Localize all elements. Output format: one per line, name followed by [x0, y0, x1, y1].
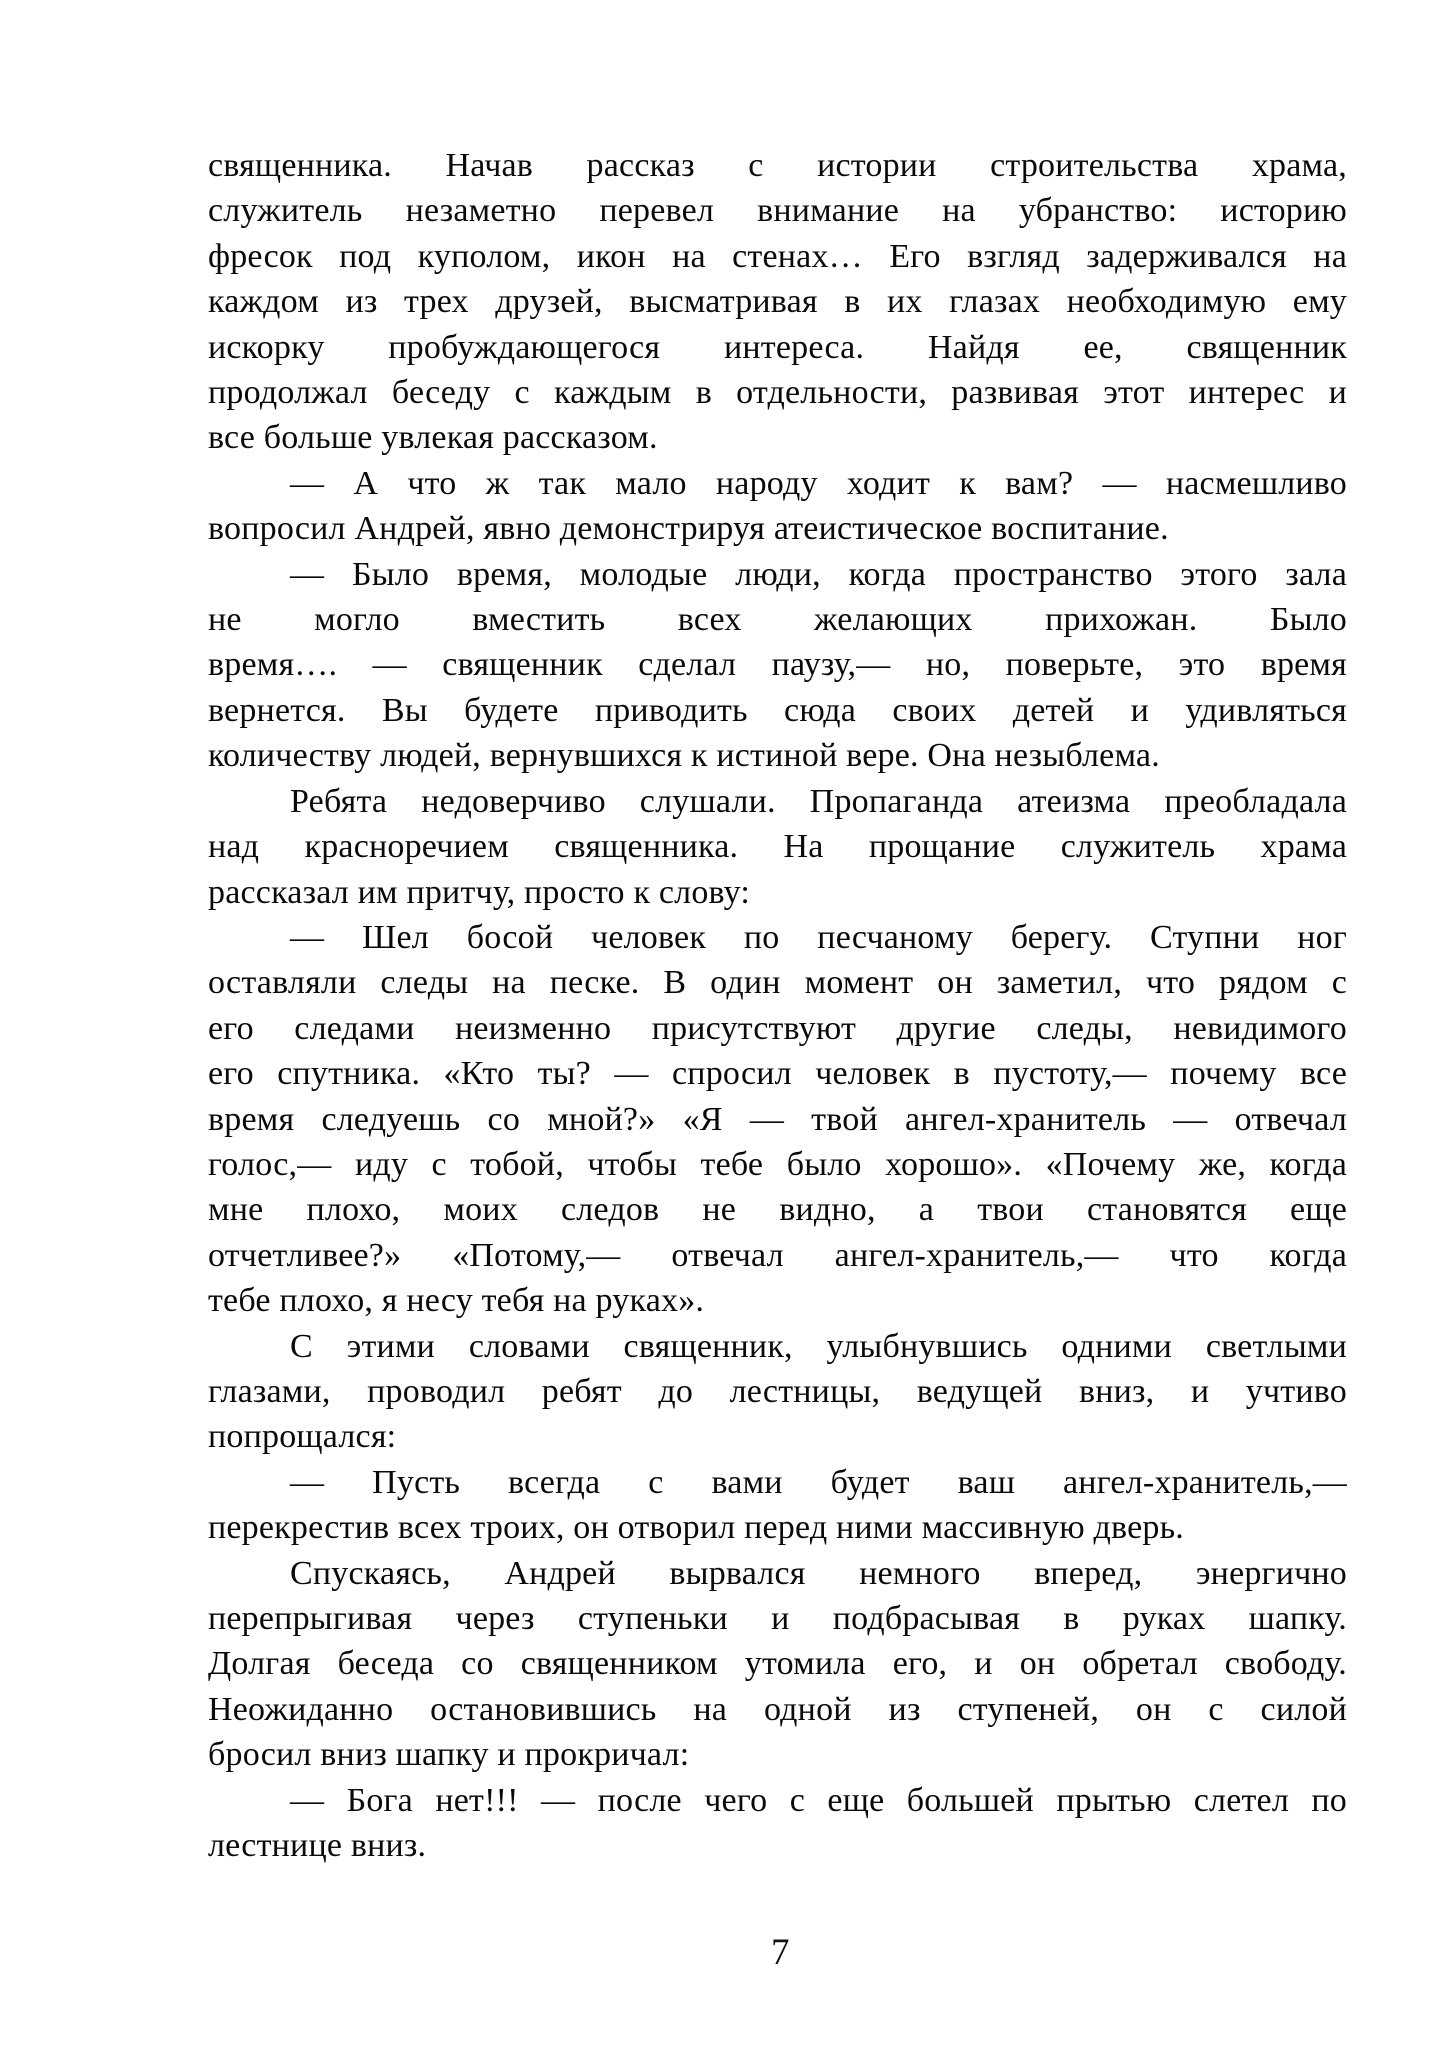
text-line: его спутника. «Кто ты? — спросил человек в пустоту,— почему все [208, 1055, 1347, 1093]
text-line: перепрыгивая через ступеньки и подбрасывая в руках шапку. [208, 1600, 1347, 1637]
text-line: не могло вместить всех желающих прихожан. Было [208, 601, 1347, 639]
paragraph [208, 461, 1347, 552]
text-line: — Бога нет!!! — после чего с еще большей прытью слетел по [290, 1781, 1347, 1819]
text-line: время следуешь со мной?» «Я — твой ангел-хранитель — отвечал [208, 1100, 1347, 1138]
paragraph [208, 779, 1347, 915]
text-line: священника. Начав рассказ с истории строительства храма, [208, 147, 1347, 184]
text-line: отчетливее?» «Потому,— отвечал ангел-хранитель,— что когда [208, 1236, 1347, 1274]
text-line: каждом из трех друзей, высматривая в их глазах необходимую ему [208, 283, 1347, 321]
text-line: Ребята недоверчиво слушали. Пропаганда атеизма преобладала [290, 782, 1347, 820]
page-number: 7 [771, 1932, 790, 1973]
text-line: рассказал им притчу, просто к слову: [208, 873, 751, 911]
text-line: — Шел босой человек по песчаному берегу. Ступни ног [290, 918, 1347, 956]
paragraph [208, 1460, 1347, 1551]
text-line: продолжал беседу с каждым в отдельности, развивая этот интерес и [208, 374, 1347, 412]
text-line: количеству людей, вернувшихся к истиной вере. Она незыблема. [208, 737, 1160, 775]
text-line: мне плохо, моих следов не видно, а твои становятся еще [208, 1191, 1347, 1229]
text-line: лестнице вниз. [208, 1827, 427, 1865]
paragraph [208, 1551, 1347, 1778]
text-line: перекрестив всех троих, он отворил перед ними массивную дверь. [208, 1509, 1184, 1547]
text-line: искорку пробуждающегося интереса. Найдя ее, священник [208, 328, 1347, 366]
text-line: Долгая беседа со священником утомила его, и он обретал свободу. [208, 1645, 1347, 1683]
text-line: Неожиданно остановившись на одной из ступеней, он с силой [208, 1690, 1347, 1728]
text-line: голос,— иду с тобой, чтобы тебе было хорошо». «Почему же, когда [208, 1145, 1347, 1183]
text-line: фресок под куполом, икон на стенах… Его взгляд задерживался на [208, 237, 1347, 275]
text-line: — Пусть всегда с вами будет ваш ангел-хранитель,— [290, 1463, 1347, 1501]
text-line: оставляли следы на песке. В один момент он заметил, что рядом с [208, 964, 1347, 1002]
text-line: — Было время, молодые люди, когда пространство этого зала [290, 555, 1347, 593]
text-line: глазами, проводил ребят до лестницы, ведущей вниз, и учтиво [208, 1372, 1347, 1410]
text-line: его следами неизменно присутствуют другие следы, невидимого [208, 1009, 1347, 1047]
text-line: Спускаясь, Андрей вырвался немного вперед, энергично [290, 1554, 1347, 1592]
text-line: тебе плохо, я несу тебя на руках». [208, 1282, 705, 1320]
text-line: все больше увлекая рассказом. [208, 419, 658, 457]
text-line: вернется. Вы будете приводить сюда своих детей и удивляться [208, 691, 1347, 729]
paragraph [208, 1324, 1347, 1460]
text-line: С этими словами священник, улыбнувшись одними светлыми [290, 1327, 1347, 1365]
text-block [208, 143, 1347, 1868]
paragraph [208, 1778, 1347, 1869]
paragraph [208, 915, 1347, 1324]
text-line: — А что ж так мало народу ходит к вам? — насмешливо [290, 464, 1347, 502]
text-line: время…. — священник сделал паузу,— но, поверьте, это время [208, 646, 1347, 684]
text-line: бросил вниз шапку и прокричал: [208, 1736, 690, 1774]
paragraph [208, 552, 1347, 779]
text-line: вопросил Андрей, явно демонстрируя атеистическое воспитание. [208, 510, 1169, 548]
text-line: попрощался: [208, 1418, 397, 1456]
text-line: над красноречием священника. На прощание служитель храма [208, 828, 1347, 866]
text-line: служитель незаметно перевел внимание на убранство: историю [208, 192, 1347, 230]
paragraph [208, 143, 1347, 461]
